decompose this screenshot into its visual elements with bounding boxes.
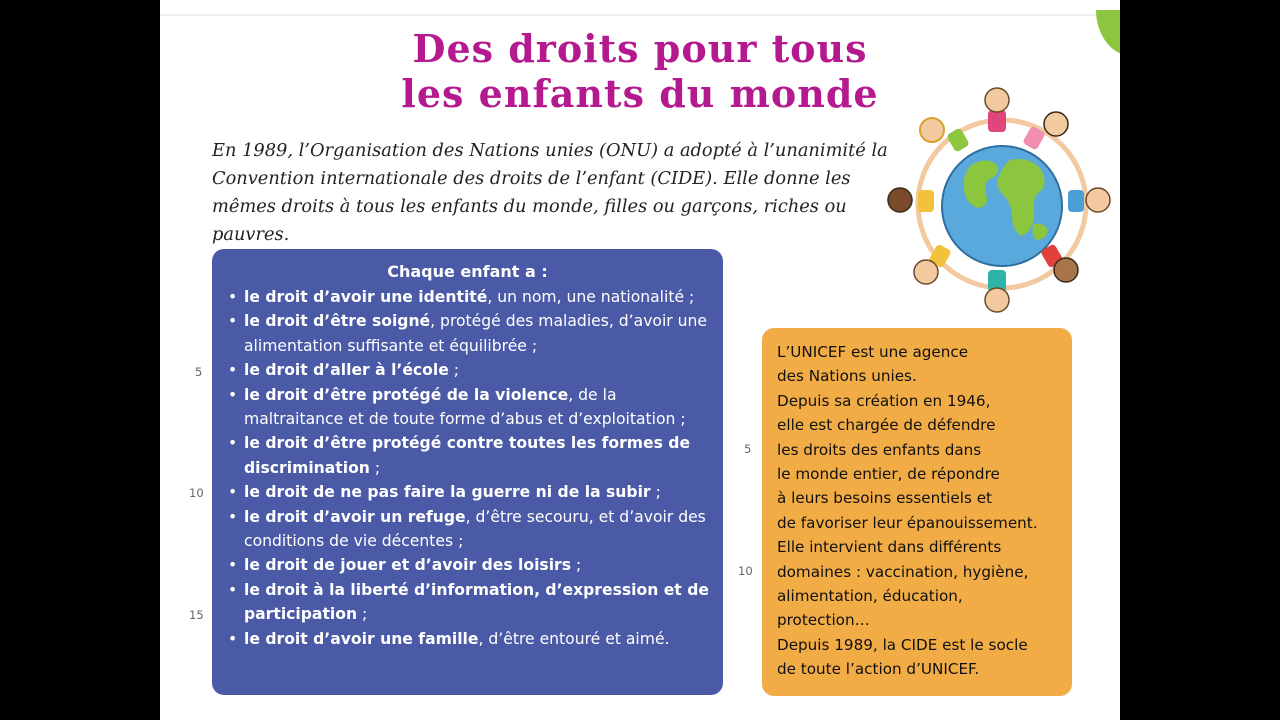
rights-box <box>212 249 723 695</box>
right-item-rest: , de la maltraitance et de toute forme d’abus et d’exploitation ; <box>244 385 686 429</box>
right-item-rest: , un nom, une nationalité ; <box>487 288 695 306</box>
right-item-rest: ; <box>571 556 582 575</box>
right-item <box>228 578 718 627</box>
line-number: 10 <box>189 486 204 500</box>
unicef-line: des Nations unies. <box>777 367 917 386</box>
right-item <box>228 431 718 480</box>
right-item-bold: le droit d’aller à l’école <box>244 361 449 380</box>
textbook-page <box>160 0 1120 720</box>
right-item-rest: ; <box>650 483 661 502</box>
line-number: 5 <box>195 365 203 379</box>
corner-decoration <box>1096 10 1120 56</box>
line-number: 10 <box>738 564 753 578</box>
intro-paragraph: En 1989, l’Organisation des Nations unies (ONU) a adopté à l’unanimité la Convention internationale des droits de l’enfant (CIDE). Elle donne les mêmes droits à tous les enfants du monde, filles ou garçons, riches ou pauvres. <box>212 140 888 245</box>
unicef-line: Depuis sa création en 1946, <box>777 391 991 410</box>
unicef-line: les droits des enfants dans <box>777 440 982 459</box>
title-line-1: Des droits pour tous <box>412 26 868 71</box>
right-item <box>228 358 718 382</box>
right-item-bold: le droit de jouer et d’avoir des loisirs <box>244 556 572 575</box>
unicef-line: le monde entier, de répondre <box>777 465 1000 484</box>
unicef-line: Elle intervient dans différents <box>777 538 1002 557</box>
unicef-line: de toute l’action d’UNICEF. <box>777 660 980 679</box>
line-number: 5 <box>744 442 752 456</box>
right-item <box>228 309 718 358</box>
right-item-rest: ; <box>357 605 368 624</box>
unicef-line: protection… <box>777 611 870 630</box>
right-item-bold: le droit d’avoir un refuge <box>244 507 466 526</box>
right-item-bold: le droit d’être soigné <box>244 312 431 331</box>
right-item-bold: le droit de ne pas faire la guerre ni de la subir <box>244 483 651 502</box>
top-divider <box>160 14 1120 16</box>
right-item-rest: , d’être entouré et aimé. <box>478 629 670 648</box>
unicef-line: Depuis 1989, la CIDE est le socle <box>777 635 1028 654</box>
line-number: 15 <box>189 608 204 622</box>
right-item-bold: le droit d’avoir une famille <box>244 629 479 648</box>
unicef-box <box>762 328 1072 696</box>
page-title <box>370 26 910 116</box>
right-item-bold: le droit d’avoir une identité <box>244 288 488 306</box>
right-item <box>228 285 718 309</box>
children-around-globe-icon <box>884 86 1120 318</box>
right-item <box>228 627 718 651</box>
rights-heading: Chaque enfant a : <box>387 262 548 281</box>
title-line-2: les enfants du monde <box>401 71 879 116</box>
unicef-text <box>777 340 1067 682</box>
unicef-line: de favoriser leur épanouissement. <box>777 513 1038 532</box>
rights-list <box>228 285 718 651</box>
unicef-line: domaines : vaccination, hygiène, <box>777 562 1029 581</box>
right-item-bold: le droit à la liberté d’information, d’expression et de participation <box>244 580 709 624</box>
unicef-line: à leurs besoins essentiels et <box>777 489 992 508</box>
right-item-rest: , protégé des maladies, d’avoir une alimentation suffisante et équilibrée ; <box>244 312 708 355</box>
right-item <box>228 383 718 432</box>
unicef-line: L’UNICEF est une agence <box>777 343 969 361</box>
right-item-rest: , d’être secouru, et d’avoir des conditions de vie décentes ; <box>244 507 706 551</box>
right-item-rest: ; <box>369 458 381 477</box>
unicef-line: elle est chargée de défendre <box>777 416 996 435</box>
right-item <box>228 553 718 577</box>
right-item <box>228 505 718 554</box>
right-item-bold: le droit d’être protégé contre toutes les formes de discrimination <box>244 434 691 477</box>
unicef-line: alimentation, éducation, <box>777 587 963 606</box>
right-item-rest: ; <box>448 361 460 380</box>
right-item-bold: le droit d’être protégé de la violence <box>244 385 569 404</box>
right-item <box>228 480 718 504</box>
